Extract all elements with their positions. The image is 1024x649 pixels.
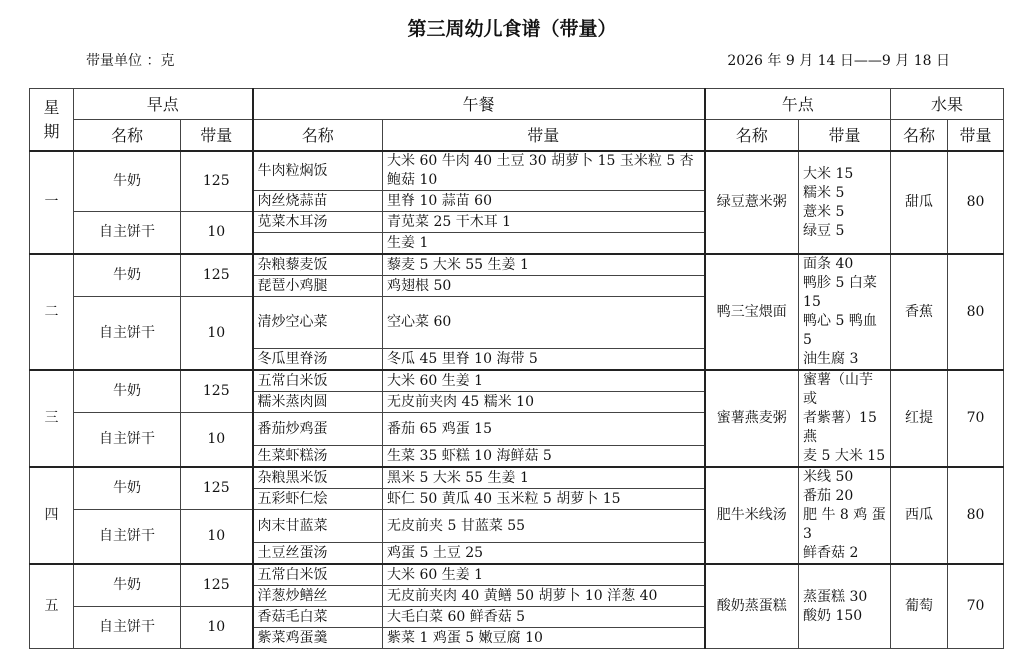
table-row [30, 370, 1004, 392]
lunch-dish-amount: 大毛白菜 60 鲜香菇 5 [383, 607, 705, 628]
snack-amount: 大米 15 糯米 5 薏米 5 绿豆 5 [799, 151, 891, 254]
snack-name: 肥牛米线汤 [705, 467, 799, 564]
breakfast-item-amount: 10 [181, 510, 253, 565]
lunch-dish-amount: 里脊 10 蒜苗 60 [383, 191, 705, 212]
breakfast-name-header: 名称 [74, 120, 181, 152]
day-cell: 五 [30, 564, 74, 649]
snack-amount: 蜜薯（山芋或 者紫薯）15 燕 麦 5 大米 15 [799, 370, 891, 467]
lunch-dish-amount: 无皮前夹 5 甘蓝菜 55 [383, 510, 705, 543]
fruit-amount: 80 [948, 151, 1004, 254]
table-row [30, 151, 1004, 191]
breakfast-item-amount: 125 [181, 370, 253, 413]
lunch-dish-amount: 紫菜 1 鸡蛋 5 嫩豆腐 10 [383, 628, 705, 649]
breakfast-header: 早点 [74, 89, 253, 120]
lunch-dish-amount: 鸡翅根 50 [383, 276, 705, 297]
breakfast-item-amount: 10 [181, 212, 253, 255]
date-range: 2026 年 9 月 14 日——9 月 18 日 [727, 53, 950, 69]
lunch-header: 午餐 [253, 89, 705, 120]
fruit-amount: 80 [948, 254, 1004, 370]
fruit-name: 红提 [891, 370, 948, 467]
lunch-dish-name: 杂粮藜麦饭 [253, 254, 383, 276]
menu-table [29, 88, 1004, 649]
lunch-dish-name: 番茄炒鸡蛋 [253, 413, 383, 446]
lunch-dish-name: 香菇毛白菜 [253, 607, 383, 628]
lunch-dish-amount: 冬瓜 45 里脊 10 海带 5 [383, 349, 705, 371]
lunch-dish-amount: 鸡蛋 5 土豆 25 [383, 543, 705, 565]
breakfast-item-name: 牛奶 [74, 151, 181, 212]
lunch-dish-name: 生菜虾糕汤 [253, 446, 383, 468]
snack-amount: 面条 40 鸭胗 5 白菜 15 鸭心 5 鸭血 5 油生腐 3 [799, 254, 891, 370]
breakfast-item-name: 牛奶 [74, 467, 181, 510]
snack-name-header: 名称 [705, 120, 799, 152]
lunch-dish-name: 五彩虾仁烩 [253, 489, 383, 510]
lunch-dish-amount: 青苋菜 25 干木耳 1 [383, 212, 705, 233]
fruit-amount: 80 [948, 467, 1004, 564]
table-row [30, 564, 1004, 586]
breakfast-item-name: 自主饼干 [74, 297, 181, 371]
lunch-dish-amount: 大米 60 牛肉 40 土豆 30 胡萝卜 15 玉米粒 5 杏鲍菇 10 [383, 151, 705, 191]
lunch-dish-name: 五常白米饭 [253, 564, 383, 586]
breakfast-item-amount: 10 [181, 297, 253, 371]
table-row [30, 254, 1004, 276]
breakfast-item-amount: 125 [181, 254, 253, 297]
day-cell: 四 [30, 467, 74, 564]
fruit-amount: 70 [948, 370, 1004, 467]
breakfast-item-amount: 125 [181, 564, 253, 607]
lunch-dish-amount: 虾仁 50 黄瓜 40 玉米粒 5 胡萝卜 15 [383, 489, 705, 510]
lunch-dish-name: 紫菜鸡蛋羹 [253, 628, 383, 649]
lunch-dish-amount: 生姜 1 [383, 233, 705, 255]
lunch-dish-amount: 无皮前夹肉 40 黄鳝 50 胡萝卜 10 洋葱 40 [383, 586, 705, 607]
breakfast-item-amount: 125 [181, 151, 253, 212]
day-cell: 三 [30, 370, 74, 467]
lunch-dish-amount: 大米 60 生姜 1 [383, 370, 705, 392]
snack-header: 午点 [705, 89, 891, 120]
lunch-dish-name: 肉丝烧蒜苗 [253, 191, 383, 212]
lunch-dish-name: 五常白米饭 [253, 370, 383, 392]
lunch-dish-amount: 番茄 65 鸡蛋 15 [383, 413, 705, 446]
snack-name: 绿豆薏米粥 [705, 151, 799, 254]
snack-amount: 蒸蛋糕 30 酸奶 150 [799, 564, 891, 649]
table-row [30, 467, 1004, 489]
snack-amount: 米线 50 番茄 20 肥 牛 8 鸡 蛋 3 鲜香菇 2 [799, 467, 891, 564]
fruit-header: 水果 [891, 89, 1004, 120]
weekday-header: 星期 [30, 89, 74, 152]
lunch-dish-amount: 无皮前夹肉 45 糯米 10 [383, 392, 705, 413]
day-cell: 一 [30, 151, 74, 254]
breakfast-item-name: 自主饼干 [74, 607, 181, 649]
page-title: 第三周幼儿食谱（带量） [407, 18, 617, 40]
lunch-dish-name: 牛肉粒焖饭 [253, 151, 383, 191]
fruit-name-header: 名称 [891, 120, 948, 152]
fruit-name: 西瓜 [891, 467, 948, 564]
breakfast-item-amount: 125 [181, 467, 253, 510]
lunch-name-header: 名称 [253, 120, 383, 152]
breakfast-item-name: 自主饼干 [74, 212, 181, 255]
lunch-dish-amount: 空心菜 60 [383, 297, 705, 349]
fruit-amount-header: 带量 [948, 120, 1004, 152]
lunch-dish-amount: 藜麦 5 大米 55 生姜 1 [383, 254, 705, 276]
lunch-dish-name: 冬瓜里脊汤 [253, 349, 383, 371]
lunch-dish-name: 洋葱炒鳝丝 [253, 586, 383, 607]
snack-name: 鸭三宝煨面 [705, 254, 799, 370]
lunch-dish-name: 肉末甘蓝菜 [253, 510, 383, 543]
breakfast-amount-header: 带量 [181, 120, 253, 152]
lunch-dish-name: 土豆丝蛋汤 [253, 543, 383, 565]
lunch-dish-amount: 生菜 35 虾糕 10 海鲜菇 5 [383, 446, 705, 468]
breakfast-item-name: 自主饼干 [74, 510, 181, 565]
snack-name: 蜜薯燕麦粥 [705, 370, 799, 467]
lunch-dish-name: 苋菜木耳汤 [253, 212, 383, 233]
breakfast-item-name: 自主饼干 [74, 413, 181, 468]
breakfast-item-amount: 10 [181, 607, 253, 649]
lunch-dish-name: 清炒空心菜 [253, 297, 383, 349]
breakfast-item-name: 牛奶 [74, 370, 181, 413]
unit-label: 带量单位 ：克 [86, 53, 175, 69]
lunch-dish-name: 杂粮黑米饭 [253, 467, 383, 489]
fruit-name: 葡萄 [891, 564, 948, 649]
fruit-amount: 70 [948, 564, 1004, 649]
lunch-dish-amount: 黑米 5 大米 55 生姜 1 [383, 467, 705, 489]
lunch-amount-header: 带量 [383, 120, 705, 152]
lunch-dish-name: 糯米蒸肉圆 [253, 392, 383, 413]
snack-amount-header: 带量 [799, 120, 891, 152]
day-cell: 二 [30, 254, 74, 370]
lunch-dish-name: 琵琶小鸡腿 [253, 276, 383, 297]
snack-name: 酸奶蒸蛋糕 [705, 564, 799, 649]
lunch-dish-amount: 大米 60 生姜 1 [383, 564, 705, 586]
breakfast-item-name: 牛奶 [74, 254, 181, 297]
lunch-dish-name [253, 233, 383, 255]
breakfast-item-name: 牛奶 [74, 564, 181, 607]
fruit-name: 香蕉 [891, 254, 948, 370]
fruit-name: 甜瓜 [891, 151, 948, 254]
breakfast-item-amount: 10 [181, 413, 253, 468]
